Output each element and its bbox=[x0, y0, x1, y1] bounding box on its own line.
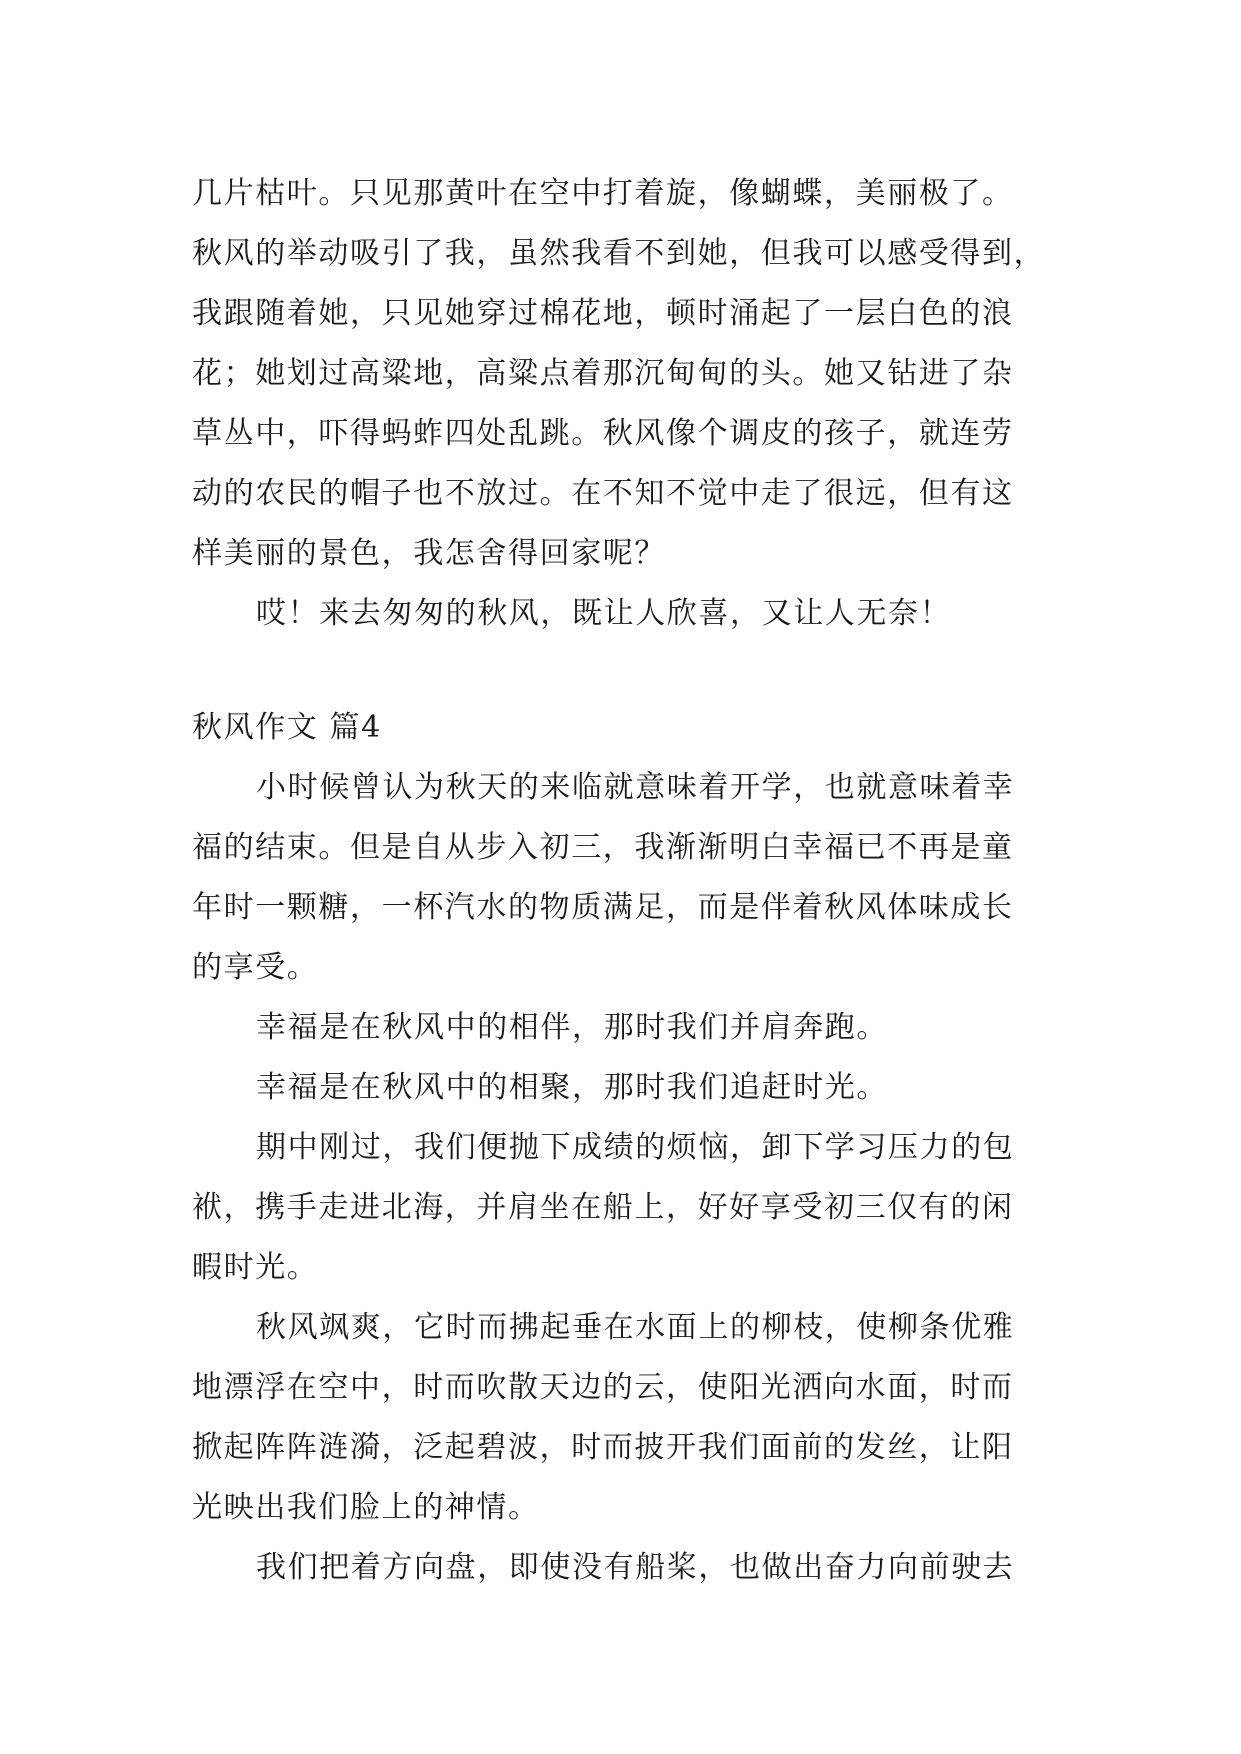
paragraph bbox=[192, 998, 1072, 1058]
document-page bbox=[192, 164, 1072, 1598]
text-line: 我跟随着她，只见她穿过棉花地，顿时涌起了一层白色的浪 bbox=[192, 296, 1014, 331]
text-line: 掀起阵阵涟漪，泛起碧波，时而披开我们面前的发丝，让阳 bbox=[192, 1430, 1014, 1465]
text-line: 年时一颗糖，一杯汽水的物质满足，而是伴着秋风体味成长 bbox=[192, 890, 1014, 925]
text-line: 地漂浮在空中，时而吹散天边的云，使阳光洒向水面，时而 bbox=[192, 1370, 1014, 1405]
text-line: 我们把着方向盘，即使没有船桨，也做出奋力向前驶去 bbox=[256, 1550, 1015, 1585]
text-line: 暇时光。 bbox=[192, 1250, 319, 1285]
text-line: 样美丽的景色，我怎舍得回家呢？ bbox=[192, 536, 666, 571]
paragraph bbox=[192, 1298, 1072, 1538]
text-line: 福的结束。但是自从步入初三，我渐渐明白幸福已不再是童 bbox=[192, 830, 1014, 865]
paragraph bbox=[192, 1538, 1072, 1598]
text-line: 秋风的举动吸引了我，虽然我看不到她，但我可以感受得到， bbox=[192, 236, 1046, 271]
paragraph bbox=[192, 758, 1072, 998]
text-line: 光映出我们脸上的神情。 bbox=[192, 1490, 540, 1525]
text-line: 草丛中，吓得蚂蚱四处乱跳。秋风像个调皮的孩子，就连劳 bbox=[192, 416, 1014, 451]
text-line: 秋风飒爽，它时而拂起垂在水面上的柳枝，使柳条优雅 bbox=[256, 1310, 1015, 1345]
section-heading: 秋风作文 篇4 bbox=[192, 710, 382, 745]
paragraph bbox=[192, 1058, 1072, 1118]
text-line: 幸福是在秋风中的相伴，那时我们并肩奔跑。 bbox=[256, 1010, 888, 1045]
text-line: 小时候曾认为秋天的来临就意味着开学，也就意味着幸 bbox=[256, 770, 1015, 805]
text-line: 动的农民的帽子也不放过。在不知不觉中走了很远，但有这 bbox=[192, 476, 1014, 511]
text-line: 哎！来去匆匆的秋风，既让人欣喜，又让人无奈！ bbox=[256, 596, 952, 631]
text-line: 几片枯叶。只见那黄叶在空中打着旋，像蝴蝶，美丽极了。 bbox=[192, 176, 1014, 211]
paragraph bbox=[192, 1118, 1072, 1298]
text-line: 花；她划过高粱地，高粱点着那沉甸甸的头。她又钻进了杂 bbox=[192, 356, 1014, 391]
text-line: 的享受。 bbox=[192, 950, 319, 985]
text-line: 期中刚过，我们便抛下成绩的烦恼，卸下学习压力的包 bbox=[256, 1130, 1015, 1165]
paragraph bbox=[192, 164, 1072, 584]
text-line: 袱，携手走进北海，并肩坐在船上，好好享受初三仅有的闲 bbox=[192, 1190, 1014, 1225]
text-line: 幸福是在秋风中的相聚，那时我们追赶时光。 bbox=[256, 1070, 888, 1105]
paragraph bbox=[192, 584, 1072, 644]
